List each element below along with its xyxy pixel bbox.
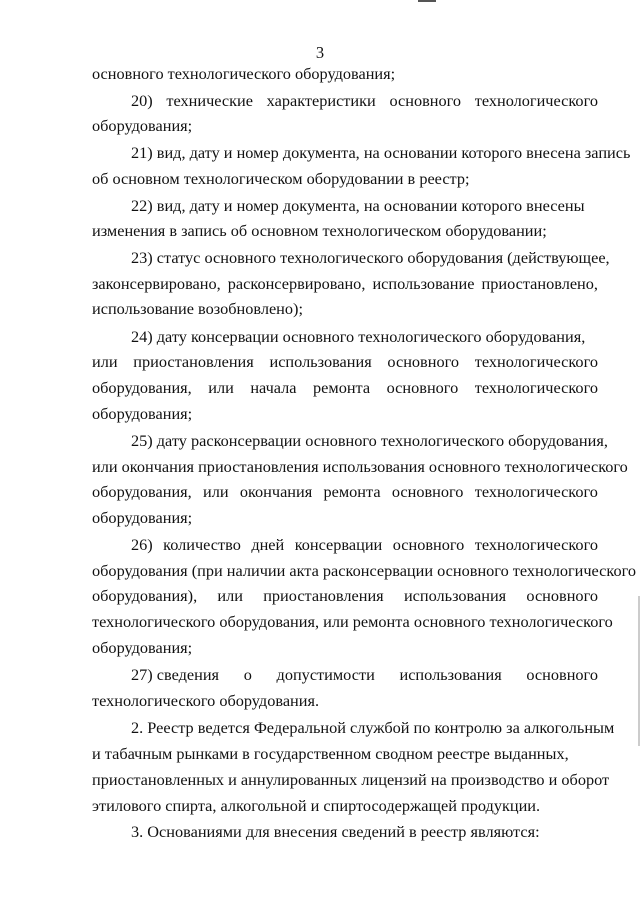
text-line bbox=[92, 586, 598, 606]
word: 27) сведения bbox=[131, 665, 220, 684]
word: ремонта bbox=[323, 482, 381, 501]
text-line: 23) статус основного технологического оборудования (действующее, bbox=[131, 248, 610, 267]
text-line: оборудования; bbox=[92, 404, 193, 423]
word: основного bbox=[389, 91, 462, 110]
word: оборудования), bbox=[92, 586, 198, 605]
text-line: и табачным рынками в государственном сводном реестре выданных, bbox=[92, 744, 569, 763]
text-line: технологического оборудования, или ремонта основного технологического bbox=[92, 612, 613, 631]
scan-artifact bbox=[418, 0, 436, 2]
text-line: этилового спирта, алкогольной и спиртосодержащей продукции. bbox=[92, 796, 541, 815]
text-line bbox=[131, 665, 598, 685]
text-line: 22) вид, дату и номер документа, на основании которого внесены bbox=[131, 196, 585, 215]
word: основного bbox=[387, 352, 460, 371]
word: использования bbox=[403, 586, 507, 605]
word: или bbox=[217, 586, 243, 605]
text-line: об основном технологическом оборудовании в реестр; bbox=[92, 169, 470, 188]
word: технологического bbox=[474, 91, 598, 110]
text-line bbox=[131, 91, 598, 111]
word: допустимости bbox=[276, 665, 375, 684]
word: о bbox=[243, 665, 252, 684]
word: количество bbox=[163, 535, 241, 554]
word: основного bbox=[526, 665, 598, 684]
text-line: 21) вид, дату и номер документа, на основании которого внесена запись bbox=[131, 143, 631, 162]
word: дней bbox=[251, 535, 285, 554]
text-line bbox=[92, 378, 598, 398]
word: использования bbox=[399, 665, 502, 684]
word: технические bbox=[166, 91, 253, 110]
text-line: изменения в запись об основном технологическом оборудовании; bbox=[92, 221, 547, 240]
word: характеристики bbox=[266, 91, 376, 110]
text-line: оборудования; bbox=[92, 116, 193, 135]
word: приостановления bbox=[133, 352, 254, 371]
word: использование bbox=[372, 274, 475, 293]
page-number: 3 bbox=[315, 43, 325, 62]
word: консервации bbox=[294, 535, 383, 554]
word: 26) bbox=[131, 535, 153, 554]
word: законсервировано, bbox=[92, 274, 221, 293]
word: использования bbox=[269, 352, 372, 371]
word: или bbox=[208, 378, 234, 397]
text-line: оборудования (при наличии акта расконсервации основного технологического bbox=[92, 561, 637, 580]
word: приостановлено, bbox=[481, 274, 598, 293]
word: технологического bbox=[474, 482, 598, 501]
word: основного bbox=[526, 586, 598, 605]
text-line: использование возобновлено); bbox=[92, 299, 303, 318]
word: основного bbox=[391, 482, 464, 501]
word: или bbox=[202, 482, 229, 501]
word: основного bbox=[386, 378, 459, 397]
text-line: 2. Реестр ведется Федеральной службой по контролю за алкогольным bbox=[131, 718, 615, 737]
word: технологического bbox=[474, 352, 598, 371]
text-line: 25) дату расконсервации основного технологического оборудования, bbox=[131, 431, 608, 450]
text-line: 3. Основаниями для внесения сведений в реестр являются: bbox=[131, 822, 540, 841]
word: расконсервировано, bbox=[227, 274, 366, 293]
word: или bbox=[92, 352, 118, 371]
word: технологического bbox=[474, 535, 598, 554]
word: технологического bbox=[474, 378, 598, 397]
text-line: технологического оборудования. bbox=[92, 691, 320, 710]
text-line bbox=[131, 535, 598, 555]
word: окончания bbox=[239, 482, 313, 501]
text-line: оборудования; bbox=[92, 638, 193, 657]
text-line bbox=[92, 482, 598, 502]
text-line: приостановленных и аннулированных лицензий на производство и оборот bbox=[92, 770, 610, 789]
word: 20) bbox=[131, 91, 153, 110]
word: начала bbox=[250, 378, 297, 397]
word: приостановления bbox=[263, 586, 384, 605]
word: ремонта bbox=[313, 378, 371, 397]
text-line bbox=[92, 352, 598, 372]
word: оборудования, bbox=[92, 482, 192, 501]
text-line bbox=[92, 274, 598, 294]
text-line: 24) дату консервации основного технологического оборудования, bbox=[131, 327, 586, 346]
text-line: основного технологического оборудования; bbox=[92, 64, 396, 83]
text-line: оборудования; bbox=[92, 508, 193, 527]
word: основного bbox=[392, 535, 465, 554]
word: оборудования, bbox=[92, 378, 192, 397]
text-line: или окончания приостановления использования основного технологического bbox=[92, 457, 628, 476]
